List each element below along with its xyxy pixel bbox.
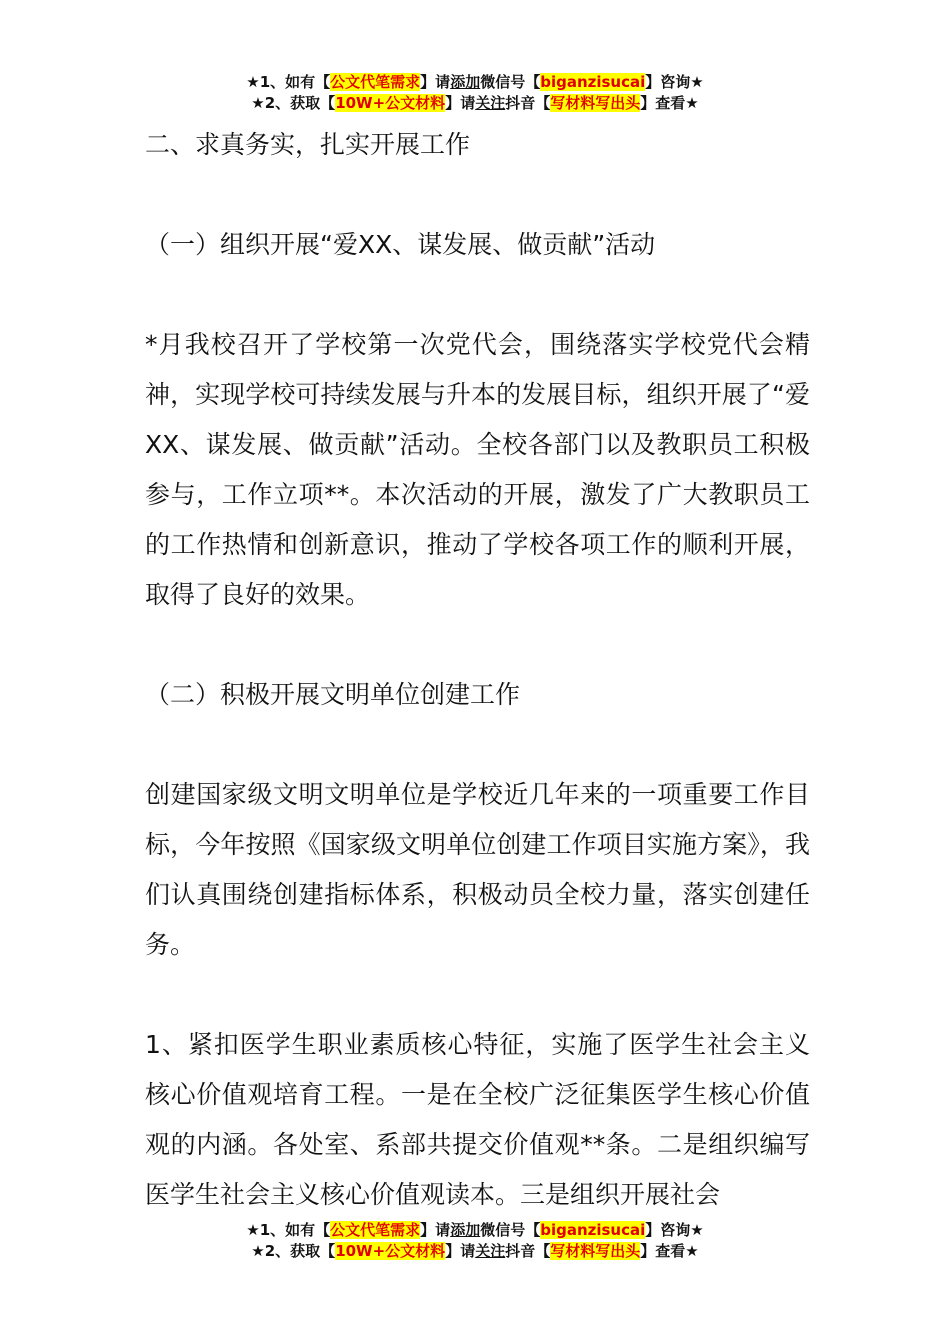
banner-line-2 xyxy=(0,1241,950,1262)
banner-line-1 xyxy=(0,72,950,93)
banner-text: 】咨询★ xyxy=(645,73,704,91)
section-heading: 二、求真务实，扎实开展工作 xyxy=(145,130,471,159)
top-banner xyxy=(0,72,950,114)
banner-text: 】请 xyxy=(420,73,451,91)
banner-text: ★1、如有【 xyxy=(246,73,331,91)
blank-line xyxy=(145,620,810,670)
banner-text: 】查看★ xyxy=(640,94,699,112)
banner-text: 微信号【 xyxy=(480,73,541,91)
banner-underline: 关注 xyxy=(475,94,506,112)
banner-text: 】请 xyxy=(445,1242,476,1260)
blank-line xyxy=(145,970,810,1020)
banner-text: ★2、获取【 xyxy=(251,94,336,112)
banner-underline: 添加 xyxy=(450,1221,481,1239)
bottom-banner xyxy=(0,1220,950,1262)
banner-line-2 xyxy=(0,93,950,114)
banner-highlight: biganzisucai xyxy=(540,1221,646,1239)
banner-text: 】请 xyxy=(420,1221,451,1239)
banner-highlight: 10W+公文材料 xyxy=(335,1242,446,1260)
subsection-heading-1: （一）组织开展“爱XX、谋发展、做贡献”活动 xyxy=(145,230,656,259)
banner-line-1 xyxy=(0,1220,950,1241)
banner-text: 】查看★ xyxy=(640,1242,699,1260)
blank-line xyxy=(145,270,810,320)
banner-underline: 添加 xyxy=(450,73,481,91)
banner-text: ★1、如有【 xyxy=(246,1221,331,1239)
banner-text: 】咨询★ xyxy=(645,1221,704,1239)
banner-highlight: 公文代笔需求 xyxy=(330,1221,421,1239)
banner-text: 抖音【 xyxy=(505,1242,551,1260)
blank-line xyxy=(145,720,810,770)
banner-text: 】请 xyxy=(445,94,476,112)
banner-underline: 关注 xyxy=(475,1242,506,1260)
banner-highlight: 写材料写出头 xyxy=(550,1242,641,1260)
paragraph-1: *月我校召开了学校第一次党代会，围绕落实学校党代会精神，实现学校可持续发展与升本的发展目标，组织开展了“爱XX、谋发展、做贡献”活动。全校各部门以及教职员工积极参与，工作立项**。本次活动的开展，激发了广大教职员工的工作热情和创新意识，推动了学校各项工作的顺利开展，取得了良好的效果。 xyxy=(145,330,810,609)
banner-text: 微信号【 xyxy=(480,1221,541,1239)
banner-highlight: 公文代笔需求 xyxy=(330,73,421,91)
document-body xyxy=(145,120,810,1220)
banner-text: 抖音【 xyxy=(505,94,551,112)
paragraph-2: 创建国家级文明文明单位是学校近几年来的一项重要工作目标，今年按照《国家级文明单位创建工作项目实施方案》，我们认真围绕创建指标体系，积极动员全校力量，落实创建任务。 xyxy=(145,780,810,959)
subsection-heading-2: （二）积极开展文明单位创建工作 xyxy=(145,680,521,709)
blank-line xyxy=(145,170,810,220)
banner-text: ★2、获取【 xyxy=(251,1242,336,1260)
paragraph-3: 1、紧扣医学生职业素质核心特征，实施了医学生社会主义核心价值观培育工程。一是在全校广泛征集医学生核心价值观的内涵。各处室、系部共提交价值观**条。二是组织编写医学生社会主义核心价值观读本。三是组织开展社会 xyxy=(145,1030,810,1209)
banner-highlight: 写材料写出头 xyxy=(550,94,641,112)
banner-highlight: 10W+公文材料 xyxy=(335,94,446,112)
banner-highlight: biganzisucai xyxy=(540,73,646,91)
